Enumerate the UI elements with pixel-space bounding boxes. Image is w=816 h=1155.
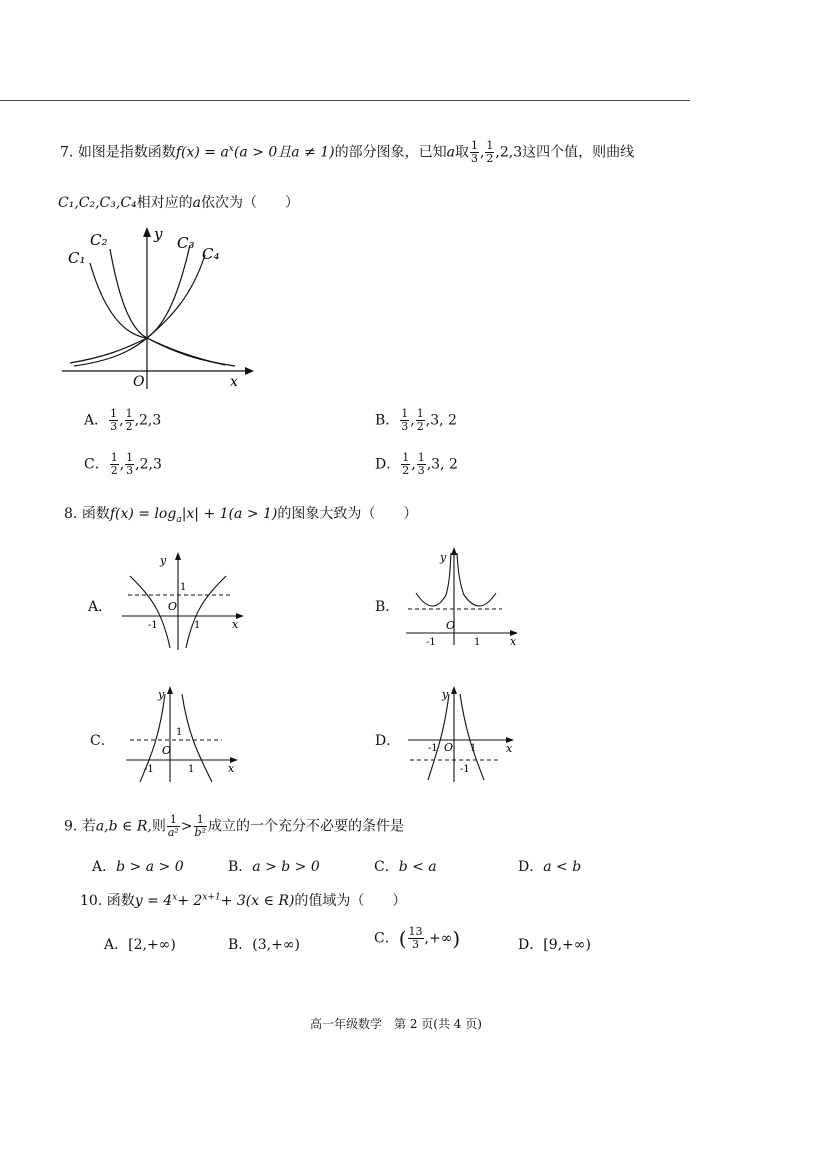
svg-text:y: y <box>440 551 447 564</box>
curve-c1 <box>90 263 235 366</box>
q8-graph-c[interactable] <box>122 684 252 784</box>
svg-text:y: y <box>158 688 165 701</box>
svg-text:-1: -1 <box>426 637 436 648</box>
page-footer: 高一年级数学 第 2 页(共 4 页) <box>310 1017 482 1031</box>
q9-option-a[interactable]: A．b > a > 0 <box>92 859 184 875</box>
label-origin: O <box>133 374 145 390</box>
q8-option-c-label[interactable]: C． <box>90 733 115 749</box>
svg-text:O: O <box>162 744 172 757</box>
svg-text:1: 1 <box>180 582 187 593</box>
q10-option-b[interactable]: B．(3,+∞) <box>228 937 300 953</box>
q10-option-c[interactable]: C．( $\frac{13}{3}$ ,+∞) <box>374 925 461 951</box>
svg-text:x: x <box>232 618 239 631</box>
curve-c3 <box>70 245 190 363</box>
y-axis-arrow <box>143 227 151 237</box>
svg-text:1: 1 <box>470 743 477 754</box>
question-9: 9. 若a,b ∈ R,则 $\frac{1}{\text{a²}}$ > $\frac{1}{\text{b²}}$ 成立的一个充分不必要的条件是 <box>64 813 404 839</box>
svg-text:-1: -1 <box>460 764 470 775</box>
q10-option-d[interactable]: D．[9,+∞) <box>518 937 591 953</box>
label-c4: C₄ <box>202 245 220 263</box>
question-7-line2: C₁,C₂,C₃,C₄相对应的a依次为（ ） <box>58 195 300 211</box>
q7-exponential-graph <box>60 225 260 395</box>
svg-text:O: O <box>168 600 178 613</box>
svg-text:1: 1 <box>188 764 195 775</box>
q7-option-b[interactable]: B． $\frac{1}{3}$ , $\frac{1}{2}$ ,3, 2 <box>375 407 457 433</box>
q7-option-d[interactable]: D． $\frac{1}{2}$ , $\frac{1}{3}$ ,3, 2 <box>375 451 458 477</box>
q7-option-a[interactable]: A． $\frac{1}{3}$ , $\frac{1}{2}$ ,2,3 <box>84 407 162 433</box>
curve-c4 <box>74 255 205 366</box>
svg-text:x: x <box>228 762 235 775</box>
svg-text:-1: -1 <box>148 620 158 631</box>
top-rule <box>0 100 690 101</box>
question-8: 8. 函数$f(x) = \log_a|x| + 1(a > 1)$的图象大致为（ ） <box>64 506 418 525</box>
svg-text:1: 1 <box>194 620 201 631</box>
svg-text:y: y <box>160 554 167 567</box>
svg-text:x: x <box>506 742 513 755</box>
q8-graph-a[interactable] <box>120 548 250 653</box>
svg-text:x: x <box>510 635 517 648</box>
q9-option-b[interactable]: B．a > b > 0 <box>228 859 320 875</box>
q8-graph-d[interactable] <box>404 684 534 784</box>
label-x: x <box>230 374 238 390</box>
svg-text:O: O <box>444 741 454 754</box>
q8-graph-b[interactable] <box>402 545 532 650</box>
question-10: 10. 函数$y = 4^x+ 2^{x+1}+ 3(x$ ∈ R)的值域为（ ） <box>80 892 407 909</box>
svg-text:1: 1 <box>176 727 183 738</box>
q10-option-a[interactable]: A．[2,+∞) <box>104 937 176 953</box>
label-y: y <box>154 225 163 243</box>
svg-text:O: O <box>446 619 456 632</box>
question-7-line1: 7. 如图是指数函数$f(x) = a^x(a > 0$且a ≠ 1)的部分图象，已知a取 $\frac{1}{3}$ , $\frac{1}{2}$ ,2,3这四个值，则曲线 <box>60 139 635 165</box>
x-axis-arrow <box>245 367 254 375</box>
q9-option-c[interactable]: C．b < a <box>374 859 437 875</box>
label-c1: C₁ <box>68 249 86 267</box>
label-c3: C₃ <box>177 234 195 252</box>
q7-option-c[interactable]: C． $\frac{1}{2}$ , $\frac{1}{3}$ ,2,3 <box>84 451 162 477</box>
q8-option-d-label[interactable]: D． <box>375 733 401 749</box>
label-c2: C₂ <box>90 231 108 249</box>
svg-text:-1: -1 <box>144 764 154 775</box>
svg-text:1: 1 <box>474 637 481 648</box>
q8-option-b-label[interactable]: B． <box>375 599 400 615</box>
svg-text:y: y <box>442 688 449 701</box>
q9-option-d[interactable]: D．a < b <box>518 859 582 875</box>
svg-text:-1: -1 <box>428 743 438 754</box>
q8-option-a-label[interactable]: A． <box>88 599 113 615</box>
